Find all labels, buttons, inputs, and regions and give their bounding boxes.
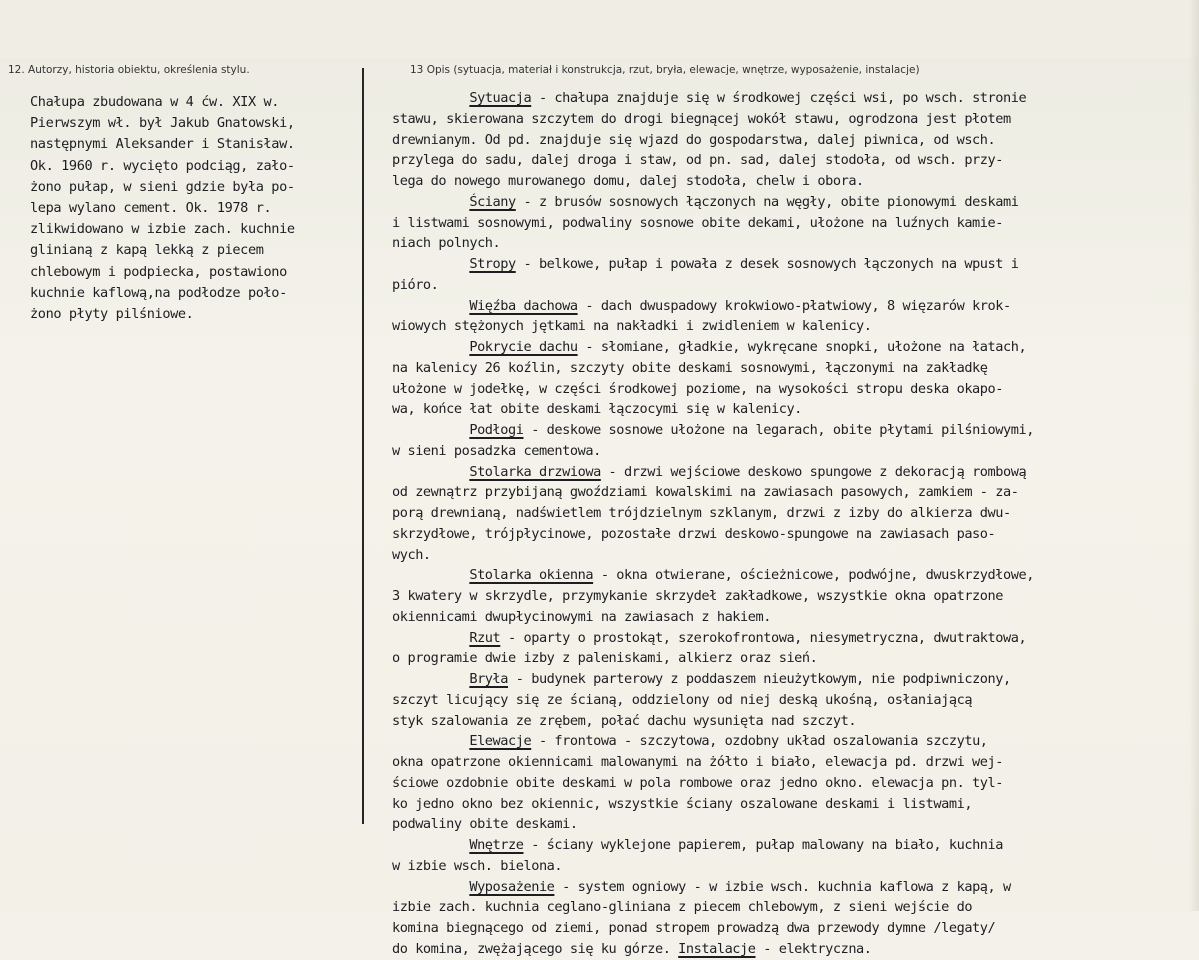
- history-line: żono płyty pilśniowe.: [30, 306, 194, 323]
- description-line: [392, 690, 1192, 711]
- section-heading: Stropy: [469, 256, 516, 272]
- description-line: [392, 586, 1192, 607]
- section-13-header: 13 Opis (sytuacja, materiał i konstrukcja, rzut, bryła, elewacje, wnętrze, wyposażenie, instalacje): [410, 64, 920, 76]
- history-line: glinianą z kapą lekką z piecem: [30, 242, 264, 259]
- history-line: żono pułap, w sieni gdzie była po-: [30, 178, 295, 195]
- line-text: i listwami sosnowymi, podwaliny sosnowe obite dekami, ułożone na luźnych kamie-: [392, 214, 1003, 231]
- description-line: [392, 648, 1192, 669]
- history-line: Pierwszym wł. był Jakub Gnatowski,: [30, 115, 295, 132]
- section-heading: Pokrycie dachu: [469, 339, 578, 355]
- description-line: [392, 358, 1192, 379]
- history-line: Ok. 1960 r. wycięto podciąg, zało-: [30, 157, 295, 174]
- line-indent: [392, 567, 469, 583]
- line-indent: [392, 733, 469, 749]
- line-text: przylega do sadu, dalej droga i staw, od pn. sad, dalej stodoła, od wsch. przy-: [392, 152, 1003, 169]
- description-line: [392, 628, 1192, 649]
- history-line: następnymi Aleksander i Stanisław.: [30, 136, 295, 153]
- line-text: lega do nowego murowanego domu, dalej stodoła, chelw i obora.: [392, 173, 864, 189]
- description-line: [392, 752, 1192, 773]
- description-line: [392, 897, 1192, 918]
- description-line: [392, 545, 1192, 566]
- history-text: [30, 92, 358, 325]
- description-line: [392, 482, 1192, 503]
- description-line: [392, 835, 1192, 856]
- section-heading: Rzut: [469, 629, 501, 646]
- description-text: [392, 88, 1192, 960]
- page-edge: [1189, 0, 1199, 911]
- description-line: [392, 462, 1192, 483]
- line-text: okiennicami dwupłycinowymi na zawiasach z hakiem.: [392, 608, 771, 625]
- section-heading: Ściany: [469, 193, 516, 210]
- description-line: [392, 877, 1192, 898]
- line-text: 3 kwatery w skrzydle, przymykanie skrzydeł zakładkowe, wszystkie okna opatrzone: [392, 588, 1003, 604]
- section-heading: Instalacje: [678, 940, 756, 957]
- section-heading: Wnętrze: [469, 837, 524, 853]
- description-line: [392, 711, 1192, 732]
- description-line: [392, 213, 1192, 234]
- history-line: lepa wylano cement. Ok. 1978 r.: [30, 200, 272, 217]
- line-text: wych.: [392, 546, 431, 563]
- description-line: [392, 296, 1192, 317]
- section-heading: Bryła: [469, 671, 509, 687]
- line-indent: [392, 298, 469, 314]
- section-heading: Wyposażenie: [469, 878, 555, 895]
- section-heading: Więźba dachowa: [469, 297, 578, 314]
- history-line: kuchnie kaflową,na podłodze poło-: [30, 284, 287, 301]
- history-line: zlikwidowano w izbie zach. kuchnie: [30, 221, 295, 238]
- line-text: niach polnych.: [392, 235, 501, 252]
- description-line: [392, 503, 1192, 524]
- line-text: wiowych stężonych jętkami na nakładki i zwidleniem w kalenicy.: [392, 318, 872, 335]
- line-text: - drzwi wejściowe deskowo spungowe z dekoracją rombową: [600, 463, 1027, 480]
- description-line: [392, 150, 1192, 171]
- line-indent: [392, 671, 469, 687]
- description-line: [392, 441, 1192, 462]
- description-line: [392, 524, 1192, 545]
- line-text: - okna otwierane, ościeżnicowe, podwójne, dwuskrzydłowe,: [593, 567, 1034, 584]
- line-text: - chałupa znajduje się w środkowej części wsi, po wsch. stronie: [531, 90, 1027, 106]
- description-line: [392, 856, 1192, 877]
- line-text: - dach dwuspadowy krokwiowo-płatwiowy, 8 więzarów krok-: [577, 297, 1011, 314]
- line-text: do komina, zwężającego się ku górze.: [392, 940, 679, 957]
- line-text: o programie dwie izby z paleniskami, alkierz oraz sień.: [392, 650, 818, 667]
- description-line: [392, 88, 1192, 109]
- line-text: ściowe ozdobnie obite deskami w pola rombowe oraz jedno okno. elewacja pn. tyl-: [392, 774, 1003, 791]
- line-text: styk szalowania ze zrębem, połać dachu wysunięta nad szczyt.: [392, 712, 857, 729]
- line-text: - frontowa - szczytowa, ozdobny układ oszalowania szczytu,: [531, 733, 988, 750]
- line-text: - ściany wyklejone papierem, pułap malowany na biało, kuchnia: [523, 837, 1004, 853]
- description-line: [392, 918, 1192, 939]
- line-text: od zewnątrz przybijaną gwoździami kowalskimi na zawiasach pasowych, zamkiem - za-: [392, 484, 1019, 501]
- description-line: [392, 773, 1192, 794]
- description-line: [392, 316, 1192, 337]
- line-text: - system ogniowy - w izbie wsch. kuchnia kaflowa z kapą, w: [554, 878, 1011, 895]
- description-line: [392, 399, 1192, 420]
- line-text: szczyt licujący się ze ścianą, oddzielony od niej deską ukośną, osłaniającą: [392, 691, 973, 708]
- description-line: [392, 130, 1192, 151]
- line-indent: [392, 194, 469, 210]
- history-line: chlebowym i podpiecka, postawiono: [30, 263, 287, 280]
- line-text: skrzydłowe, trójpłycinowe, pozostałe drzwi deskowo-spungowe na zawiasach paso-: [392, 525, 996, 542]
- description-line: [392, 379, 1192, 400]
- description-line: [392, 171, 1192, 192]
- line-text: - oparty o prostokąt, szerokofrontowa, niesymetryczna, dwutraktowa,: [500, 629, 1027, 646]
- line-indent: [392, 339, 469, 355]
- line-text: komina biegnącego od ziemi, ponad stropem prowadzą dwa przewody dymne /legaty/: [392, 920, 996, 936]
- line-text: - z brusów sosnowych łączonych na węgły, obite pionowymi deskami: [515, 193, 1019, 210]
- line-text: podwaliny obite deskami.: [392, 816, 578, 833]
- description-line: [392, 254, 1192, 275]
- line-text: - słomiane, gładkie, wykręcane snopki, ułożone na łatach,: [577, 339, 1027, 355]
- section-heading: Stolarka drzwiowa: [469, 463, 601, 480]
- section-heading: Sytuacja: [469, 90, 532, 106]
- description-line: [392, 233, 1192, 254]
- line-indent: [392, 464, 469, 480]
- description-line: [392, 109, 1192, 130]
- description-line: [392, 192, 1192, 213]
- line-text: - elektryczna.: [755, 940, 872, 957]
- column-divider: [362, 68, 364, 824]
- description-line: [392, 731, 1192, 752]
- description-line: [392, 420, 1192, 441]
- description-line: [392, 565, 1192, 586]
- line-text: drewnianym. Od pd. znajduje się wjazd do gospodarstwa, dalej piwnica, od wsch.: [392, 131, 996, 148]
- section-heading: Stolarka okienna: [469, 567, 594, 584]
- section-heading: Elewacje: [469, 733, 532, 750]
- description-line: [392, 814, 1192, 835]
- line-text: - belkowe, pułap i powała z desek sosnowych łączonych na wpust i: [515, 256, 1019, 272]
- description-line: [392, 607, 1192, 628]
- history-line: Chałupa zbudowana w 4 ćw. XIX w.: [30, 94, 280, 110]
- line-indent: [392, 256, 469, 272]
- line-text: ułożone w jodełkę, w części środkowej poziome, na wysokości stropu deska okapo-: [392, 380, 1003, 397]
- line-indent: [392, 837, 469, 853]
- description-line: [392, 794, 1192, 815]
- line-text: - budynek parterowy z poddaszem nieużytkowym, nie podpiwniczony,: [508, 671, 1011, 687]
- section-heading: Podłogi: [469, 422, 524, 438]
- line-text: porą drewnianą, nadświetlem trójdzielnym szklanym, drzwi z izby do alkierza dwu-: [392, 505, 1011, 521]
- description-line: [392, 939, 1192, 960]
- top-margin: [0, 0, 1199, 58]
- line-text: stawu, skierowana szczytem do drogi biegnącej wokół stawu, ogrodzona jest płotem: [392, 110, 1011, 127]
- line-indent: [392, 879, 469, 895]
- line-text: pióro.: [392, 276, 439, 293]
- description-line: [392, 275, 1192, 296]
- line-text: izbie zach. kuchnia ceglano-gliniana z piecem chlebowym, z sieni wejście do: [392, 899, 973, 916]
- line-text: okna opatrzone okiennicami malowanymi na żółto i biało, elewacja pd. drzwi wej-: [392, 754, 1003, 770]
- description-line: [392, 669, 1192, 690]
- line-text: - deskowe sosnowe ułożone na legarach, obite płytami pilśniowymi,: [523, 422, 1034, 438]
- line-indent: [392, 90, 469, 106]
- line-indent: [392, 630, 469, 646]
- line-text: na kalenicy 26 koźlin, szczyty obite deskami sosnowymi, łączonymi na zakładkę: [392, 359, 988, 376]
- line-text: ko jedno okno bez okiennic, wszystkie ściany oszalowane deskami i listwami,: [392, 795, 973, 812]
- description-line: [392, 337, 1192, 358]
- line-text: w sieni posadzka cementowa.: [392, 442, 601, 459]
- line-text: wa, końce łat obite deskami łączocymi się w kalenicy.: [392, 401, 802, 418]
- line-indent: [392, 422, 469, 438]
- line-text: w izbie wsch. bielona.: [392, 857, 563, 874]
- section-12-header: 12. Autorzy, historia obiektu, określenia stylu.: [8, 64, 250, 76]
